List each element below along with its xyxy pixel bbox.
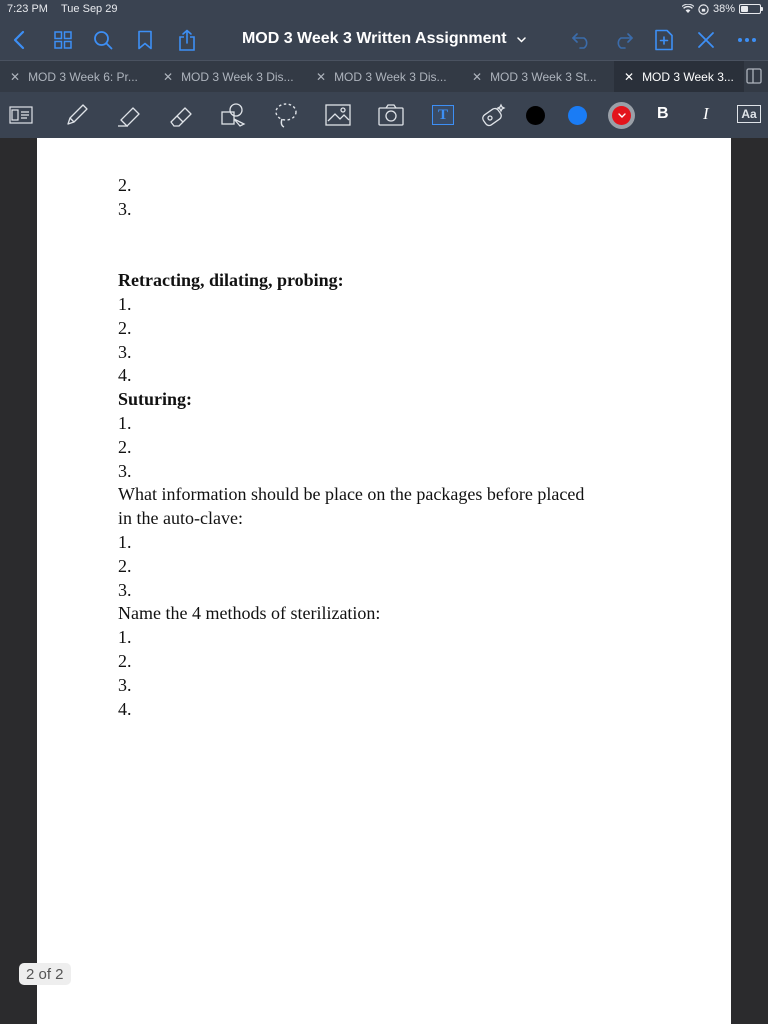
lasso-icon[interactable] <box>271 100 301 130</box>
document-line <box>118 245 678 269</box>
section-heading: Retracting, dilating, probing: <box>118 270 344 291</box>
document-line: 2. <box>118 555 132 576</box>
nav-bar <box>0 20 768 60</box>
italic-button[interactable]: I <box>703 104 709 123</box>
split-view-icon[interactable] <box>746 68 762 84</box>
color-red-swatch-selected[interactable] <box>608 102 635 129</box>
camera-icon[interactable] <box>376 100 406 130</box>
document-line: 3. <box>118 198 132 219</box>
tab-document[interactable] <box>163 61 294 92</box>
document-title[interactable]: MOD 3 Week 3 Written Assignment <box>241 30 507 48</box>
text-style-button[interactable]: Aa <box>737 105 761 123</box>
pen-icon[interactable] <box>62 100 92 130</box>
tab-label: MOD 3 Week 3 St... <box>490 69 597 84</box>
more-icon[interactable] <box>735 28 759 52</box>
tab-label: MOD 3 Week 6: Pr... <box>28 69 138 84</box>
add-page-icon[interactable] <box>652 28 676 52</box>
eraser-icon[interactable] <box>166 100 196 130</box>
document-line: 4. <box>118 365 132 386</box>
back-icon[interactable] <box>8 28 30 52</box>
color-black-swatch[interactable] <box>526 106 545 125</box>
color-blue-swatch[interactable] <box>568 106 587 125</box>
document-line: 1. <box>118 293 132 314</box>
battery-icon <box>739 4 761 14</box>
tab-close-icon[interactable]: ✕ <box>624 69 635 84</box>
tab-close-icon[interactable]: ✕ <box>10 69 21 84</box>
document-page <box>37 138 731 1024</box>
tab-label: MOD 3 Week 3... <box>642 69 734 84</box>
bold-button[interactable]: B <box>657 105 669 122</box>
document-line: 3. <box>118 460 132 481</box>
toolbar-toggle-icon[interactable] <box>6 100 36 130</box>
document-line: 2. <box>118 317 132 338</box>
document-line: Name the 4 methods of sterilization: <box>118 603 381 624</box>
tab-close-icon[interactable]: ✕ <box>472 69 483 84</box>
status-date: Tue Sep 29 <box>61 3 118 15</box>
status-bar <box>0 0 768 20</box>
highlighter-icon[interactable] <box>115 100 145 130</box>
document-line: What information should be place on the packages before placed <box>118 484 585 505</box>
battery-percent: 38% <box>712 3 735 15</box>
wifi-icon <box>682 4 694 14</box>
document-line: 2. <box>118 175 132 195</box>
document-line: 3. <box>118 674 132 695</box>
document-line: 3. <box>118 341 132 362</box>
tab-close-icon[interactable]: ✕ <box>163 69 174 84</box>
tab-label: MOD 3 Week 3 Dis... <box>334 69 447 84</box>
text-tool-label: T <box>432 105 454 125</box>
document-line: in the auto-clave: <box>118 508 243 529</box>
status-time: 7:23 PM <box>7 3 48 15</box>
color-red-swatch <box>612 106 631 125</box>
undo-icon[interactable] <box>570 28 594 52</box>
tab-document[interactable] <box>316 61 447 92</box>
tab-label: MOD 3 Week 3 Dis... <box>181 69 294 84</box>
document-line: 1. <box>118 627 132 648</box>
document-line: 1. <box>118 531 132 552</box>
elements-icon[interactable] <box>478 100 508 130</box>
bookmark-icon[interactable] <box>134 28 156 52</box>
thumbnails-icon[interactable] <box>52 28 74 52</box>
close-icon[interactable] <box>695 28 717 52</box>
search-icon[interactable] <box>92 28 114 52</box>
tab-close-icon[interactable]: ✕ <box>316 69 327 84</box>
document-line: 1. <box>118 412 132 433</box>
document-line <box>118 222 678 246</box>
image-icon[interactable] <box>323 100 353 130</box>
document-line: 2. <box>118 650 132 671</box>
tab-document-active[interactable] <box>614 61 744 92</box>
text-box-icon[interactable] <box>428 100 458 130</box>
tab-bar <box>0 60 768 92</box>
shapes-icon[interactable] <box>218 100 248 130</box>
document-line: 4. <box>118 698 132 719</box>
share-icon[interactable] <box>176 28 198 52</box>
tab-document[interactable] <box>472 61 597 92</box>
section-heading: Suturing: <box>118 389 193 410</box>
chevron-down-icon <box>618 113 626 118</box>
annotation-toolbar <box>0 92 768 138</box>
document-line: 3. <box>118 579 132 600</box>
status-right <box>682 3 761 15</box>
document-content <box>118 174 678 721</box>
page-counter: 2 of 2 <box>19 963 71 985</box>
document-line: 2. <box>118 436 132 457</box>
tab-document[interactable] <box>10 61 138 92</box>
orientation-lock-icon <box>698 4 709 15</box>
redo-icon[interactable] <box>611 28 635 52</box>
chevron-down-icon[interactable] <box>517 30 526 48</box>
